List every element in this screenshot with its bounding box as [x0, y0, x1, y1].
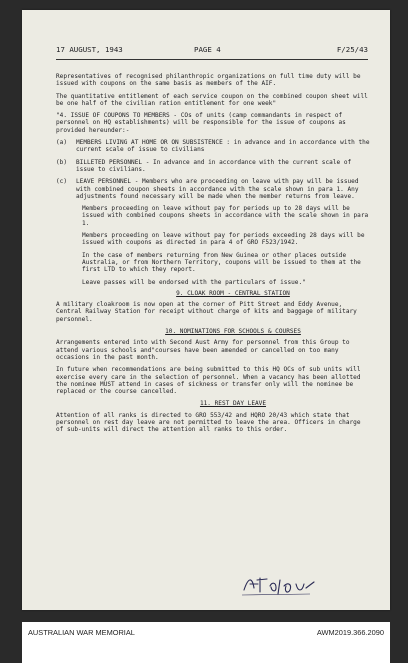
item-c-text: LEAVE PERSONNEL - Members who are proceeding on leave with pay will be issued with combined coupon sheets in accordance with the scale shown in para 1. Any adjustments found necessary will be made when the member returns from leave. [76, 178, 359, 200]
section-10-heading: 10. NOMINATIONS FOR SCHOOLS & COURSES [165, 328, 301, 336]
item-c [56, 178, 370, 200]
item-c-paragraph-3: Members proceeding on leave without pay for periods exceeding 28 days will be issued with coupons as directed in para 4 of GRO F523/1942. [82, 232, 365, 247]
header-ref: F/25/43 [336, 45, 368, 54]
archive-footer [22, 622, 390, 663]
item-c-paragraph-2: Members proceeding on leave without pay for periods up to 28 days will be issued with combined coupons sheets in accordance with the scale shown in para 1. [82, 205, 369, 227]
item-b-label: (b) [56, 158, 68, 166]
document-body [56, 73, 370, 439]
item-b [56, 159, 370, 174]
document-page [22, 10, 390, 637]
header-page: PAGE 4 [194, 45, 221, 54]
item-c-paragraph-5: Leave passes will be endorsed with the particulars of issue." [82, 278, 306, 286]
header-date: 17 AUGUST, 1943 [56, 45, 123, 54]
handwritten-signature [240, 572, 320, 598]
section-11-heading: 11. REST DAY LEAVE [199, 400, 267, 408]
signature-drawing [240, 572, 320, 598]
section-9-paragraph: A military cloakroom is now open at the corner of Pitt Street and Eddy Avenue, Central Railway Station for receipt without charge of kits and baggage of military personnel. [56, 301, 357, 323]
intro-paragraph-2: The quantitative entitlement of each service coupon on the combined coupon sheet will be one half of the civilian ration entitlement for one week" [56, 92, 368, 107]
item-a-label: (a) [56, 139, 68, 147]
header-rule [56, 59, 368, 60]
section-11-paragraph: Attention of all ranks is directed to GRO 553/42 and HQRO 20/43 which state that personnel on rest day leave are not permitted to leave the area. Officers in charge of sub-units will direct the attention all ranks to this order. [56, 411, 361, 434]
archive-accession-number: AWM2019.366.2090 [316, 628, 384, 637]
section-9-heading: 9. CLOAK ROOM - CENTRAL STATION [176, 289, 290, 297]
section-10-paragraph-2: In future when recommendations are being submitted to this HQ OCs of sub units will exercise every care in the selection of personnel. When a vacancy has been allotted the nominee MUST attend in cases of sickness or transfer only will the nominee be replaced or the course cancelled. [56, 366, 361, 396]
item-c-label: (c) [56, 178, 68, 186]
item-c-paragraph-4: In the case of members returning from New Guinea or other places outside Australia, or from Northern Territory, coupons will be issued to them at the first LTD to which they report. [82, 251, 361, 274]
item-a-text: MEMBERS LIVING AT HOME OR ON SUBSISTENCE : in advance and in accordance with the current scale of issue to civilians [76, 139, 370, 154]
intro-paragraph-1: Representatives of recognised philanthropic organizations on full time duty will be issued with coupons on the same basis as members of the AIF. [56, 73, 361, 88]
section-10-paragraph-1: Arrangements entered into with Second Aust Army for personnel from this Group to attend various schools and"courses have been amended or cancelled on too many occasions in the past month. [56, 339, 350, 361]
page-header [56, 46, 368, 56]
item-a [56, 139, 370, 154]
section-4-paragraph: "4. ISSUE OF COUPONS TO MEMBERS - COs of units (camp commandants in respect of personnel on HQ establishments) will be responsible for the issue of coupons as provided hereunder:- [56, 112, 346, 134]
item-b-text: BILLETED PERSONNEL - In advance and in accordance with the current scale of issue to civilians. [76, 158, 352, 173]
archive-name: AUSTRALIAN WAR MEMORIAL [28, 628, 135, 637]
